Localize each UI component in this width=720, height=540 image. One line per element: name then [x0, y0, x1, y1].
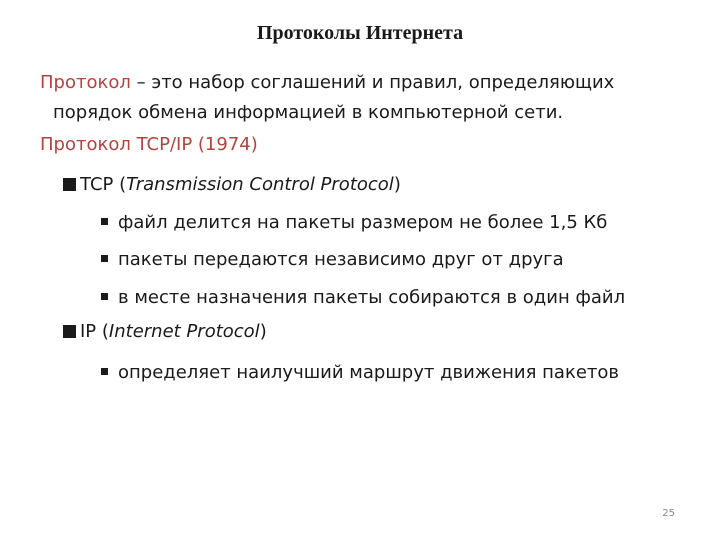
square-bullet-icon [63, 325, 76, 338]
section-ip-open-paren: ( [96, 321, 109, 342]
list-item [101, 249, 564, 270]
slide-title: Протоколы Интернета [256, 22, 464, 44]
square-bullet-icon [101, 218, 108, 225]
square-bullet-icon [101, 368, 108, 375]
section-tcp-name: TCP [80, 174, 114, 195]
section-ip-name: IP [80, 321, 97, 342]
section-ip-expansion: Internet Protocol [108, 321, 260, 342]
page-number: 25 [662, 508, 675, 519]
definition-text: – это набор соглашений и правил, определяющих [130, 72, 615, 93]
square-bullet-icon [101, 255, 108, 262]
definition-line-2: порядок обмена информацией в компьютерной сети. [53, 102, 564, 123]
section-tcp-heading [63, 174, 401, 195]
definition-term: Протокол [40, 72, 131, 93]
list-item-text: определяет наилучший маршрут движения пакетов [118, 362, 619, 383]
square-bullet-icon [101, 293, 108, 300]
list-item-text: файл делится на пакеты размером не более 1,5 Кб [118, 212, 608, 233]
list-item [101, 362, 619, 383]
definition-line-1 [40, 70, 614, 96]
section-ip-close-paren: ) [259, 321, 267, 342]
list-item [101, 212, 607, 233]
section-tcp-open-paren: ( [113, 174, 127, 195]
list-item-text: в месте назначения пакеты собираются в один файл [118, 287, 626, 308]
list-item-text: пакеты передаются независимо друг от друга [118, 249, 564, 270]
slide-subtitle: Протокол TCP/IP (1974) [40, 134, 258, 155]
section-ip-heading [63, 321, 267, 342]
square-bullet-icon [63, 178, 76, 191]
list-item [101, 287, 625, 308]
section-tcp-close-paren: ) [393, 174, 401, 195]
section-tcp-expansion: Transmission Control Protocol [126, 174, 394, 195]
